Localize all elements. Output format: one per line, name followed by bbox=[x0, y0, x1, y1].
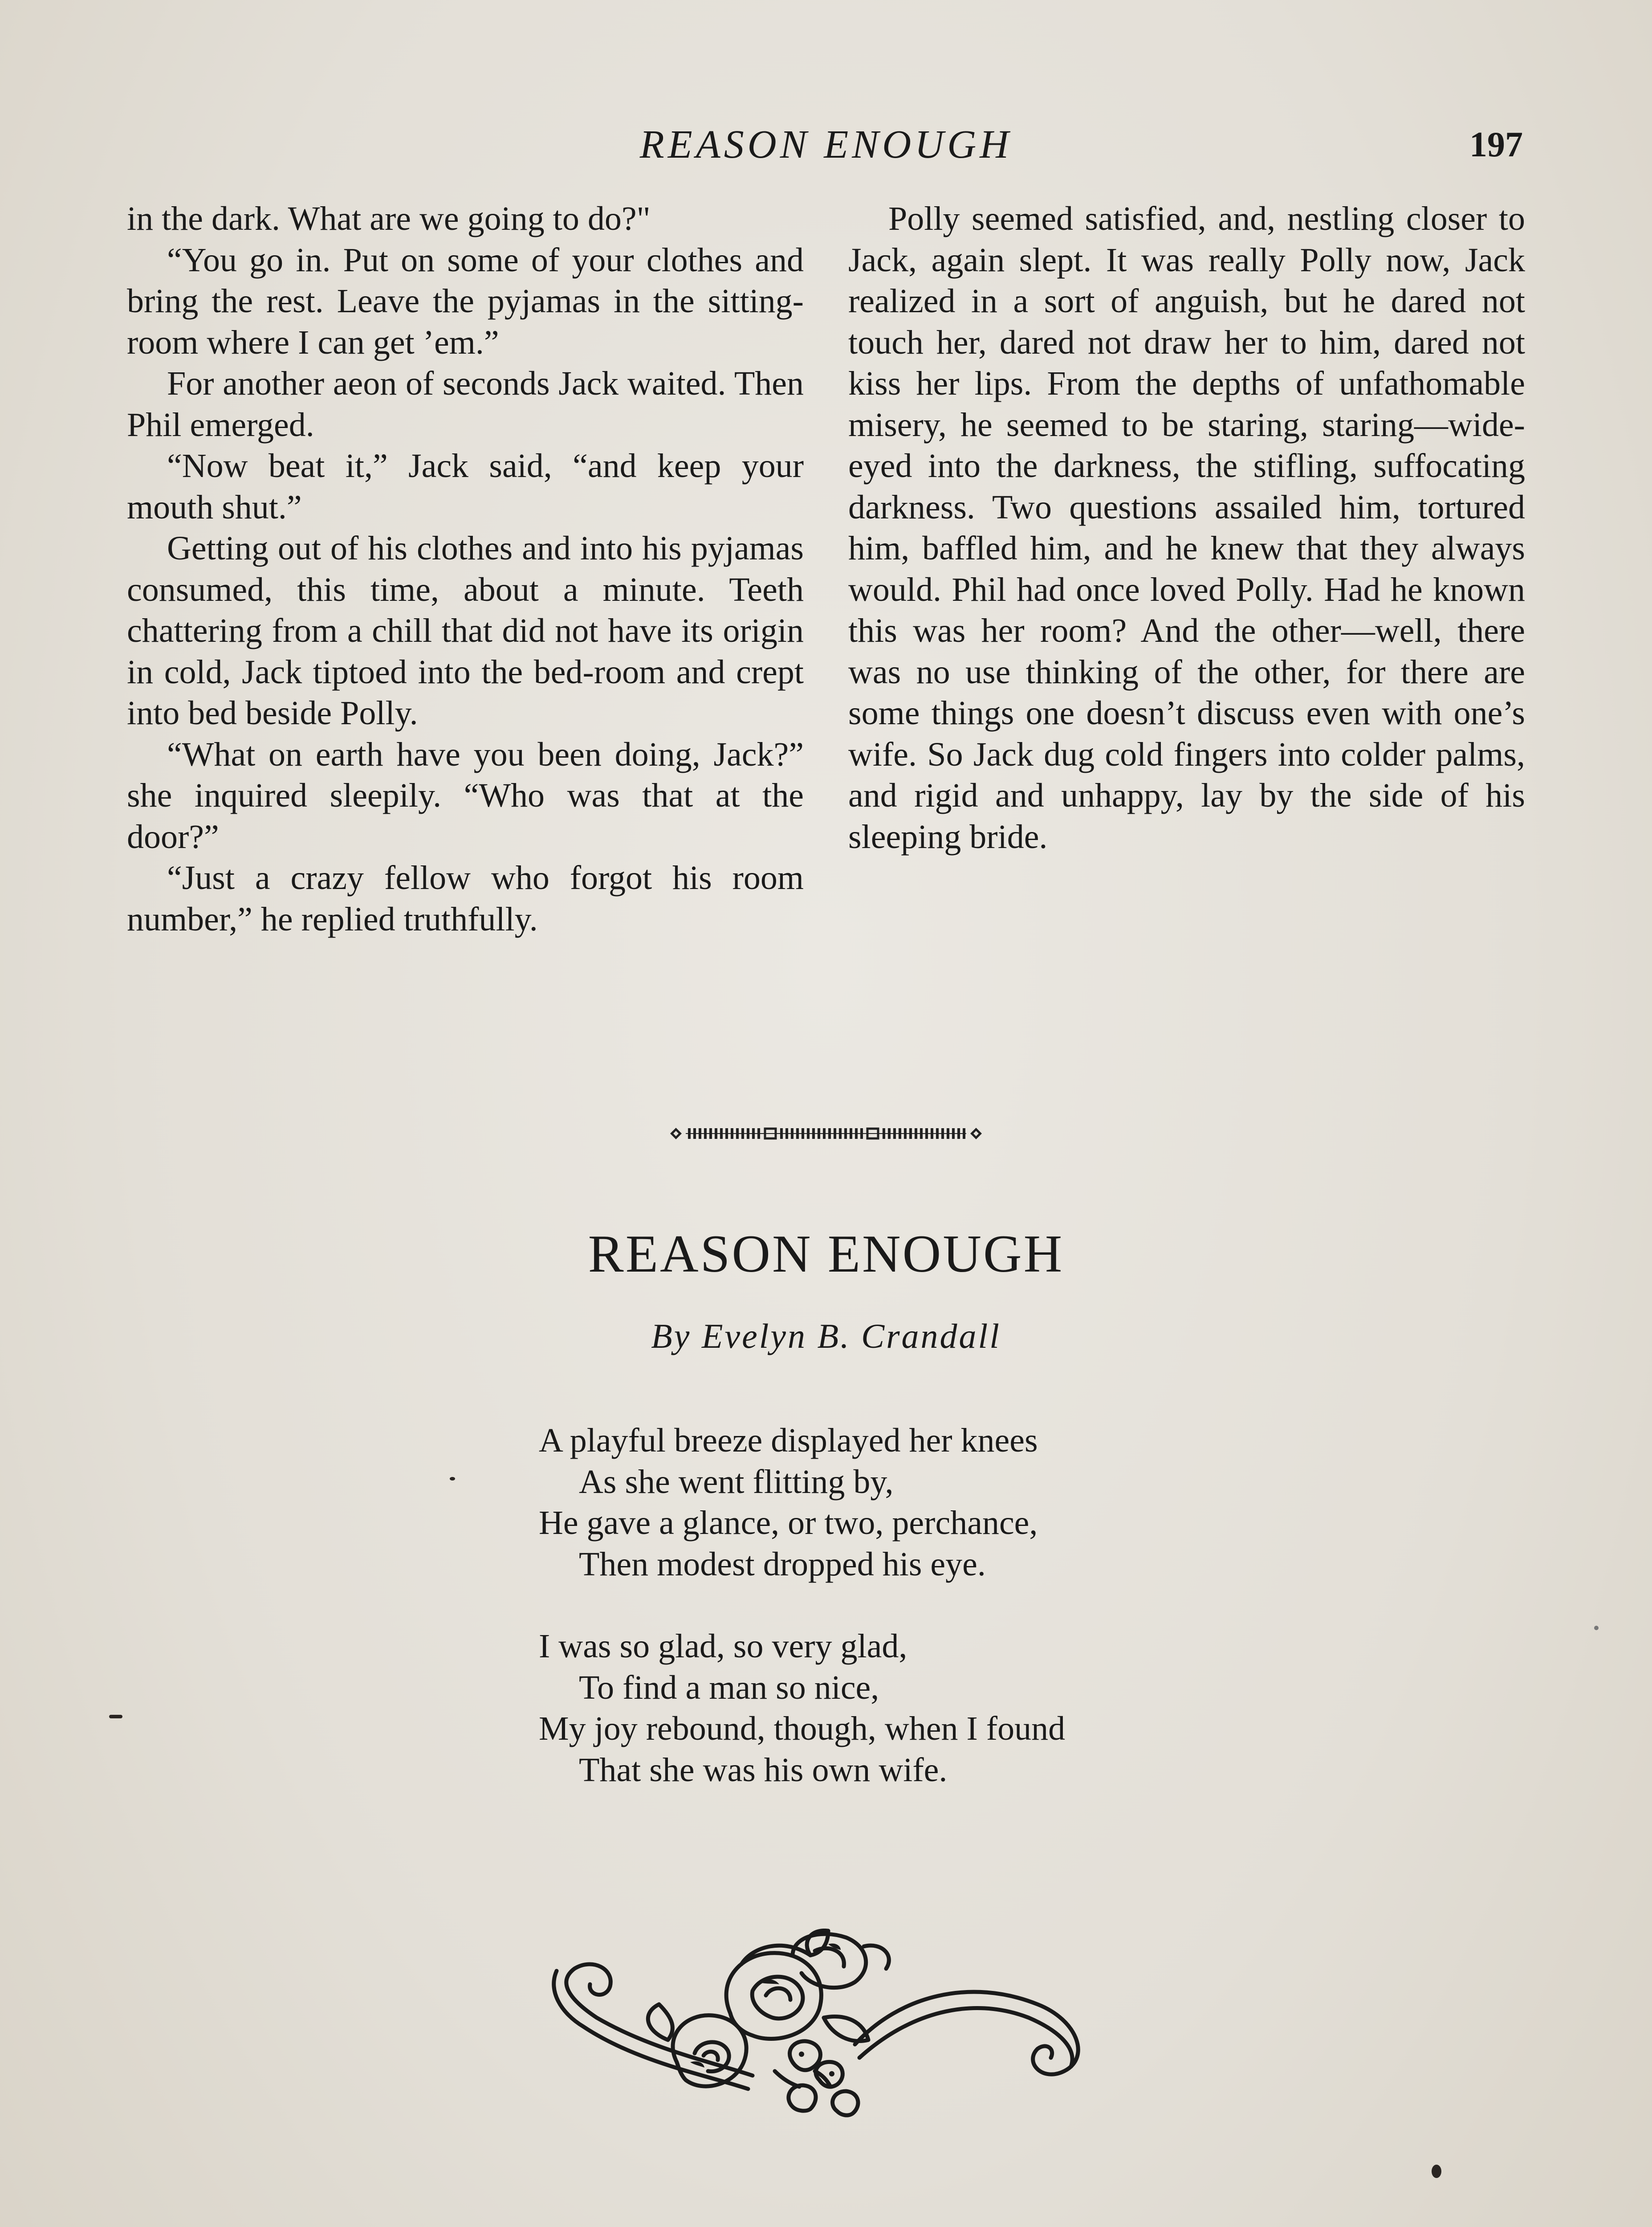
poem-line: As she went flitting by, bbox=[579, 1463, 894, 1501]
story-paragraph: “You go in. Put on some of your clothes and bring the rest. Leave the pyjamas in the sitting-room where I can get ’em.” bbox=[127, 241, 804, 361]
story-paragraph: in the dark. What are we going to do?" bbox=[127, 200, 651, 237]
right-column bbox=[848, 198, 1525, 857]
poem-line: That she was his own wife. bbox=[579, 1751, 948, 1789]
poem-line: My joy rebound, though, when I found bbox=[539, 1710, 1066, 1747]
rose-ornament-icon bbox=[543, 1929, 1135, 2151]
left-column bbox=[127, 198, 804, 940]
running-head bbox=[0, 120, 1652, 169]
running-title: REASON ENOUGH bbox=[639, 122, 1013, 167]
story-columns bbox=[127, 198, 1525, 1044]
page-number: 197 bbox=[1469, 125, 1523, 164]
poem-title: REASON ENOUGH bbox=[588, 1224, 1064, 1283]
poem-line: To find a man so nice, bbox=[579, 1668, 879, 1706]
ink-speck bbox=[1432, 2165, 1441, 2178]
poem-stanza bbox=[539, 1626, 1251, 1791]
story-paragraph: Getting out of his clothes and into his pyjamas consumed, this time, about a minute. Teeth chattering from a chill that did not have its origin in cold, Jack tiptoed into the bed-room and crept into bed beside Polly. bbox=[127, 530, 804, 732]
story-paragraph: “Now beat it,” Jack said, “and keep your mouth shut.” bbox=[127, 447, 804, 526]
ink-speck bbox=[109, 1715, 122, 1718]
poem-line: He gave a glance, or two, perchance, bbox=[539, 1504, 1038, 1542]
poem-line: I was so glad, so very glad, bbox=[539, 1627, 907, 1665]
poem-line: A playful breeze displayed her knees bbox=[539, 1422, 1038, 1459]
story-paragraph: “What on earth have you been doing, Jack?” she inquired sleepily. “Who was that at the door?” bbox=[127, 735, 804, 856]
ink-speck bbox=[1594, 1626, 1599, 1630]
story-paragraph: Polly seemed satisfied, and, nestling closer to Jack, again slept. It was really Polly now, Jack realized in a sort of anguish, but he dared not touch her, dared not draw her to him, dared not kiss her lips. From the depths of unfathomable misery, he seemed to be staring, staring—wide-eyed into the darkness, the stifling, suffocating darkness. Two questions assailed him, tortured him, baffled him, and he knew that they always would. Phil had once loved Polly. Had he known this was her room? And the other—well, there was no use thinking of the other, for there are some things one doesn’t discuss even with one’s wife. So Jack dug cold fingers into colder palms, and rigid and unhappy, lay by the side of his sleeping bride. bbox=[848, 200, 1525, 856]
ink-speck bbox=[450, 1477, 455, 1481]
story-paragraph: “Just a crazy fellow who forgot his room number,” he replied truthfully. bbox=[127, 859, 804, 938]
poem-line: Then modest dropped his eye. bbox=[579, 1545, 986, 1583]
poem-stanza bbox=[539, 1420, 1251, 1585]
ornamental-divider bbox=[668, 1122, 984, 1145]
poem-byline: By Evelyn B. Crandall bbox=[651, 1317, 1001, 1355]
story-paragraph: For another aeon of seconds Jack waited. Then Phil emerged. bbox=[127, 365, 804, 444]
